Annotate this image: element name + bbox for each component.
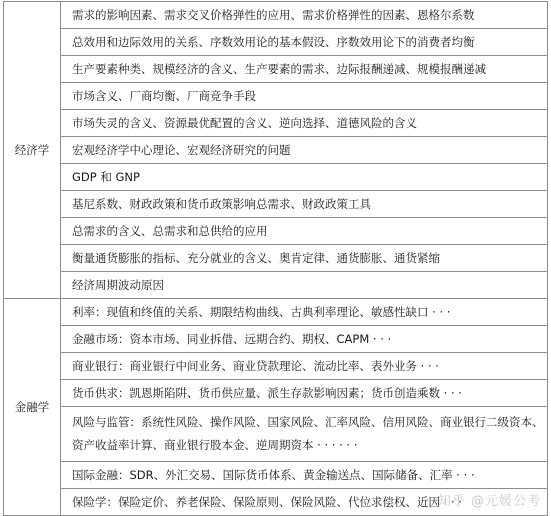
topic-cell: 经济周期波动原因 (61, 272, 548, 299)
category-cell-finance: 金融学 (4, 299, 61, 516)
table-row (4, 110, 548, 137)
table-row (4, 137, 548, 164)
table-row (4, 380, 548, 407)
table-row (4, 353, 548, 380)
topic-cell: 商业银行：商业银行中间业务、商业贷款理论、流动比率、表外业务 · · · (61, 353, 548, 380)
table-row (4, 407, 548, 462)
topic-cell: 市场失灵的含义、资源最优配置的含义、逆向选择、道德风险的含义 (61, 110, 548, 137)
topic-cell: 金融市场：资本市场、同业拆借、远期合约、期权、CAPM · · · (61, 326, 548, 353)
topic-cell: 基尼系数、财政政策和货币政策影响总需求、财政政策工具 (61, 191, 548, 218)
topic-cell: 需求的影响因素、需求交叉价格弹性的应用、需求价格弹性的因素、恩格尔系数 (61, 2, 548, 29)
table-row (4, 218, 548, 245)
syllabus-sheet (3, 1, 548, 516)
topic-cell: 市场含义、厂商均衡、厂商竞争手段 (61, 83, 548, 110)
topic-cell: GDP 和 GNP (61, 164, 548, 191)
table-row (4, 299, 548, 326)
table-row (4, 29, 548, 56)
table-row (4, 164, 548, 191)
table-row (4, 2, 548, 29)
table-row (4, 245, 548, 272)
table-row (4, 326, 548, 353)
topic-cell: 总需求的含义、总需求和总供给的应用 (61, 218, 548, 245)
table-row (4, 191, 548, 218)
table-row (4, 272, 548, 299)
topic-cell: 货币供求：凯恩斯陷阱、货币供应量、派生存款影响因素；货币创造乘数 · · · (61, 380, 548, 407)
topic-cell: 衡量通货膨胀的指标、充分就业的含义、奥肯定律、通货膨胀、通货紧缩 (61, 245, 548, 272)
table-row (4, 462, 548, 489)
topic-cell: 生产要素种类、规模经济的含义、生产要素的需求、边际报酬递减、规模报酬递减 (61, 56, 548, 83)
watermark: 知乎 @元媛公考 (438, 490, 541, 509)
topic-cell: 宏观经济学中心理论、宏观经济研究的问题 (61, 137, 548, 164)
category-cell-economics: 经济学 (4, 2, 61, 299)
table-row (4, 83, 548, 110)
topic-cell: 国际金融：SDR、外汇交易、国际货币体系、黄金输送点、国际储备、汇率 · · · (61, 462, 548, 489)
table-row (4, 56, 548, 83)
topic-cell: 保险学：保险定价、养老保险、保险原则、保险风险、代位求偿权、近因 · · · (61, 489, 548, 516)
syllabus-table (3, 1, 548, 516)
topic-cell: 总效用和边际效用的关系、序数效用论的基本假设、序数效用论下的消费者均衡 (61, 29, 548, 56)
topic-cell: 利率：现值和终值的关系、期限结构曲线、古典利率理论、敏感性缺口 · · · (61, 299, 548, 326)
topic-cell: 风险与监管：系统性风险、操作风险、国家风险、汇率风险、信用风险、商业银行二级资本、资产收益率计算、商业银行股本金、逆周期资本 · · · · · · (61, 407, 548, 462)
